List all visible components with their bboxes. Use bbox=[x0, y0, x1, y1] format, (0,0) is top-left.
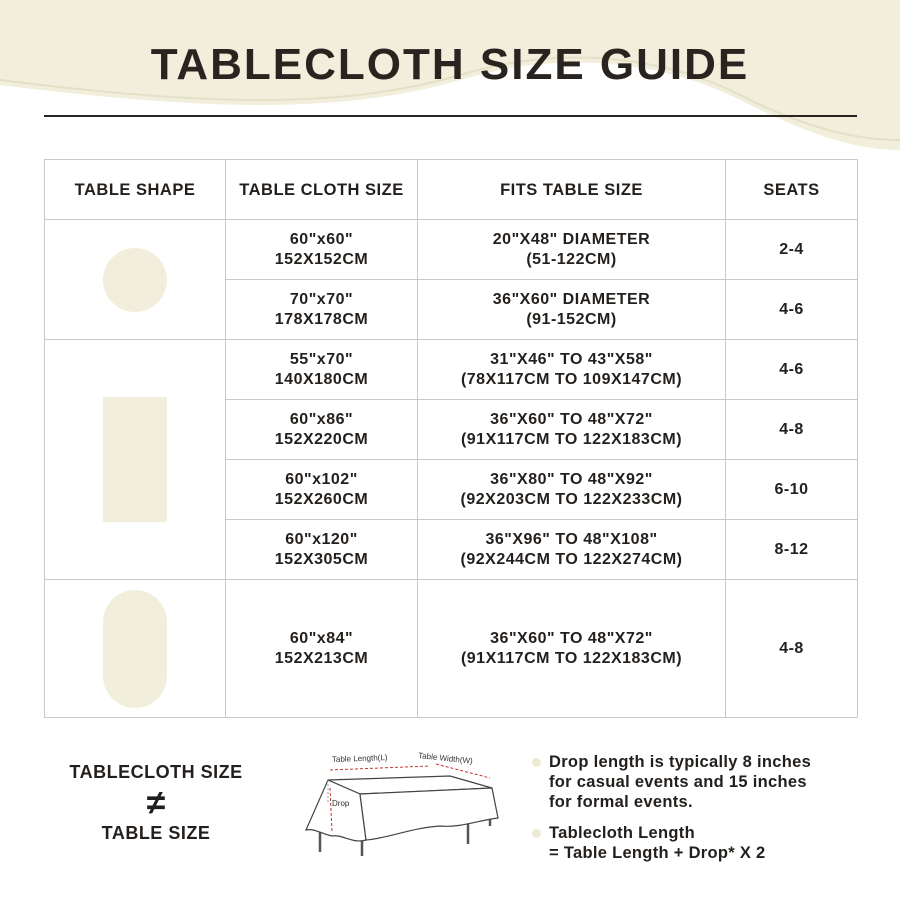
table-size-label: TABLE SIZE bbox=[101, 823, 211, 843]
table-row bbox=[45, 340, 858, 400]
seats-cell: 4-6 bbox=[726, 280, 858, 340]
shape-cell-rectangle bbox=[45, 340, 226, 580]
cloth-size-cell: 60"x60" 152X152CM bbox=[226, 220, 418, 280]
note-tablecloth-length-formula: Tablecloth Length = Table Length + Drop* X 2 bbox=[532, 823, 872, 863]
fits-size-cell: 20"X48" DIAMETER (51-122CM) bbox=[418, 220, 726, 280]
bullet-icon bbox=[532, 758, 541, 767]
diagram-width-label: Table Width(W) bbox=[417, 751, 474, 766]
seats-cell: 8-12 bbox=[726, 520, 858, 580]
cloth-size-cell: 60"x102" 152X260CM bbox=[226, 460, 418, 520]
seats-cell: 4-8 bbox=[726, 400, 858, 460]
cloth-size-cell: 60"x84" 152X213CM bbox=[226, 580, 418, 718]
cloth-size-cell: 55"x70" 140X180CM bbox=[226, 340, 418, 400]
not-equal-icon: ≠ bbox=[146, 784, 166, 822]
seats-cell: 2-4 bbox=[726, 220, 858, 280]
drop-notes bbox=[532, 752, 872, 874]
fits-size-cell: 36"X96" TO 48"X108" (92X244CM TO 122X274CM) bbox=[418, 520, 726, 580]
shape-cell-round bbox=[45, 220, 226, 340]
oval-shape-icon bbox=[103, 590, 167, 708]
seats-cell: 6-10 bbox=[726, 460, 858, 520]
table-row bbox=[45, 580, 858, 718]
fits-size-cell: 36"X60" TO 48"X72" (91X117CM TO 122X183CM) bbox=[418, 580, 726, 718]
header-seats: SEATS bbox=[726, 160, 858, 220]
diagram-drop-label: Drop bbox=[332, 799, 350, 808]
header-table-cloth-size: TABLE CLOTH SIZE bbox=[226, 160, 418, 220]
size-guide-table bbox=[44, 159, 858, 718]
seats-cell: 4-8 bbox=[726, 580, 858, 718]
table-diagram bbox=[300, 748, 510, 858]
cloth-size-cell: 60"x86" 152X220CM bbox=[226, 400, 418, 460]
title-divider bbox=[44, 115, 857, 117]
tablecloth-size-label: TABLECLOTH SIZE bbox=[69, 762, 243, 782]
cloth-size-cell: 70"x70" 178X178CM bbox=[226, 280, 418, 340]
note-drop-length: Drop length is typically 8 inches for casual events and 15 inches for formal events. bbox=[532, 752, 872, 812]
fits-size-cell: 31"X46" TO 43"X58" (78X117CM TO 109X147CM) bbox=[418, 340, 726, 400]
shape-cell-oval bbox=[45, 580, 226, 718]
diagram-length-label: Table Length(L) bbox=[331, 753, 388, 764]
fits-size-cell: 36"X60" DIAMETER (91-152CM) bbox=[418, 280, 726, 340]
bullet-icon bbox=[532, 829, 541, 838]
cloth-size-cell: 60"x120" 152X305CM bbox=[226, 520, 418, 580]
header-fits-table-size: FITS TABLE SIZE bbox=[418, 160, 726, 220]
page-title: TABLECLOTH SIZE GUIDE bbox=[150, 40, 750, 89]
tablecloth-not-equal-table bbox=[40, 762, 272, 844]
header-table-shape: TABLE SHAPE bbox=[45, 160, 226, 220]
round-shape-icon bbox=[103, 248, 167, 312]
fits-size-cell: 36"X80" TO 48"X92" (92X203CM TO 122X233CM) bbox=[418, 460, 726, 520]
rectangle-shape-icon bbox=[103, 397, 167, 522]
table-header-row bbox=[45, 160, 858, 220]
seats-cell: 4-6 bbox=[726, 340, 858, 400]
fits-size-cell: 36"X60" TO 48"X72" (91X117CM TO 122X183CM) bbox=[418, 400, 726, 460]
table-row bbox=[45, 220, 858, 280]
